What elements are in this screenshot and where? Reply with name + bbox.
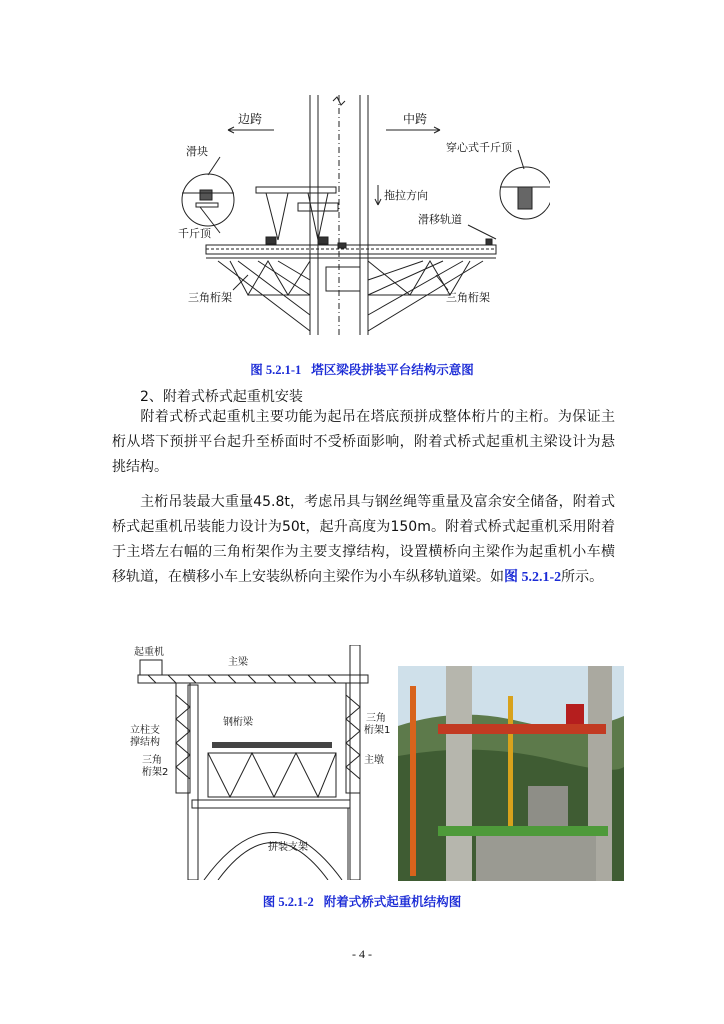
label-crane: 起重机: [134, 647, 164, 658]
figure-crane-diagram: [128, 645, 390, 880]
label-triangle-truss-1a: 三角: [366, 713, 386, 724]
figure1-caption-text: 塔区梁段拼装平台结构示意图: [311, 362, 474, 377]
label-triangle-truss-2a: 三角: [142, 755, 162, 766]
page-number: - 4 -: [352, 947, 372, 961]
label-drag-direction: 拖拉方向: [384, 189, 428, 202]
label-steel-truss-beam: 钢桁梁: [223, 717, 253, 728]
paragraph-1: [112, 405, 615, 480]
label-column-support-1: 立柱支: [130, 725, 160, 736]
figure-reference-link[interactable]: 图 5.2.1-2: [504, 570, 562, 585]
figure2-caption-number: 图 5.2.1-2: [262, 895, 314, 909]
label-mid-span: 中跨: [403, 112, 428, 126]
label-truss-right: 三角桁架: [446, 291, 490, 304]
figure1-caption-number: 图 5.2.1-1: [250, 363, 302, 377]
label-main-beam: 主梁: [228, 657, 248, 668]
label-column-support-2: 撑结构: [130, 737, 160, 748]
label-through-jack: 穿心式千斤顶: [446, 141, 512, 154]
label-jack: 千斤顶: [178, 227, 211, 240]
paragraph-1-text: 附着式桥式起重机主要功能为起吊在塔底预拼成整体桁片的主桁。为保证主桁从塔下预拼平台起升至桥面时不受桥面影响，附着式桥式起重机主梁设计为悬挑结构。: [112, 409, 615, 475]
label-triangle-truss-2b: 桁架2: [142, 767, 169, 778]
paragraph-2-text: 主桁吊装最大重量45.8t，考虑吊具与钢丝绳等重量及富余安全储备，附着式桥式起重机吊装能力设计为50t，起升高度为150m。附着式桥式起重机采用附着于主塔左右幅的三角桁架作为主要支撑结构，设置横桥向主梁作为起重机小车横移轨道，在横移小车上安装纵桥向主梁作为小车纵移轨道梁。如: [112, 494, 615, 585]
crane-photo: [398, 666, 624, 881]
figure2-caption-text: 附着式桥式起重机结构图: [323, 894, 462, 909]
label-main-pier: 主墩: [364, 755, 384, 766]
label-slide-track: 滑移轨道: [418, 213, 462, 226]
label-side-span: 边跨: [238, 112, 263, 126]
figure-platform-diagram: [178, 95, 550, 340]
paragraph-2-tail: 所示。: [561, 569, 604, 585]
label-assembly-support: 拼装支架: [268, 842, 308, 853]
figure1-caption: [0, 360, 724, 378]
figure2-caption: [0, 892, 724, 910]
label-slider: 滑块: [186, 145, 208, 158]
label-triangle-truss-1b: 桁架1: [364, 725, 390, 736]
section-title: 2、附着式桥式起重机安装: [140, 389, 303, 405]
paragraph-2: [112, 490, 615, 590]
label-truss-left: 三角桁架: [188, 291, 232, 304]
